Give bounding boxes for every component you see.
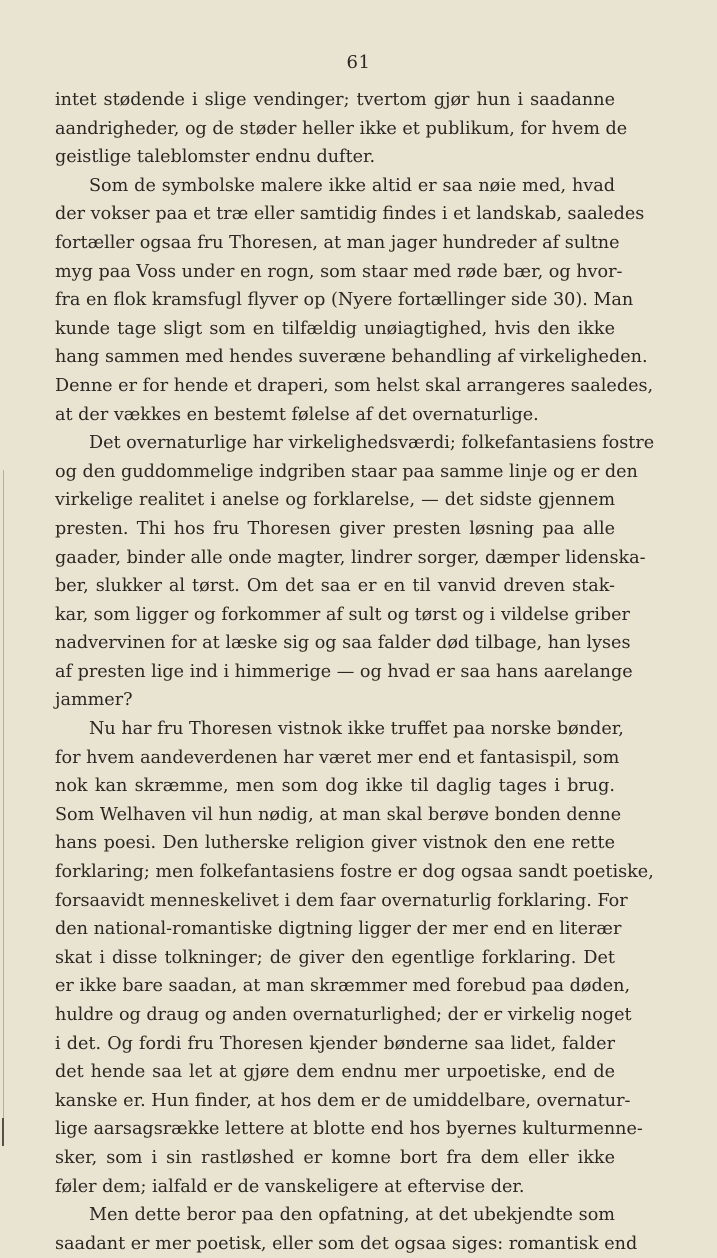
text-line: i det. Og fordi fru Thoresen kjender bønderne saa lidet, falder bbox=[55, 1033, 615, 1054]
text-line: nok kan skræmme, men som dog ikke til daglig tages i brug. bbox=[55, 776, 615, 797]
text-line: saadant er mer poetisk, eller som det ogsaa siges: romantisk end bbox=[55, 1233, 638, 1254]
text-line: intet stødende i slige vendinger; tvertom gjør hun i saadanne bbox=[55, 90, 615, 110]
text-line: gaader, binder alle onde magter, lindrer sorger, dæmper lidenska- bbox=[55, 547, 646, 568]
text-line: det hende saa let at gjøre dem endnu mer urpoetiske, end de bbox=[55, 1062, 615, 1083]
text-line: den national-romantiske digtning ligger der mer end en literær bbox=[55, 919, 622, 940]
text-line: forsaavidt menneskelivet i dem faar overnaturlig forklaring. For bbox=[55, 890, 628, 911]
text-line: hans poesi. Den lutherske religion giver vistnok den ene rette bbox=[55, 833, 615, 854]
text-line: forklaring; men folkefantasiens fostre er dog ogsaa sandt poetiske, bbox=[55, 862, 654, 883]
text-line: geistlige taleblomster endnu dufter. bbox=[55, 147, 376, 168]
text-line: at der vækkes en bestemt følelse af det overnaturlige. bbox=[55, 404, 539, 425]
text-line: sker, som i sin rastløshed er komne bort fra dem eller ikke bbox=[55, 1147, 615, 1168]
text-line: myg paa Voss under en rogn, som staar med røde bær, og hvor- bbox=[55, 261, 623, 282]
text-line: Som de symbolske malere ikke altid er saa nøie med, hvad bbox=[89, 175, 615, 196]
text-line: ber, slukker al tørst. Om det saa er en til vanvid dreven stak- bbox=[55, 576, 615, 597]
text-line: hang sammen med hendes suveræne behandling af virkeligheden. bbox=[55, 347, 648, 368]
text-line: er ikke bare saadan, at man skræmmer med forebud paa døden, bbox=[55, 976, 631, 997]
text-line: fra en flok kramsfugl flyver op (Nyere fortællinger side 30). Man bbox=[55, 290, 634, 311]
page-number: 61 bbox=[346, 52, 371, 73]
text-line: kanske er. Hun finder, at hos dem er de umiddelbare, overnatur- bbox=[55, 1090, 631, 1111]
text-line: huldre og draug og anden overnaturlighed; der er virkelig noget bbox=[55, 1005, 632, 1025]
text-line: skat i disse tolkninger; de giver den egentlige forklaring. Det bbox=[55, 947, 615, 968]
text-line: virkelige realitet i anelse og forklarelse, — det sidste gjennem bbox=[55, 490, 615, 511]
left-margin-rule bbox=[3, 470, 4, 1140]
text-line: kunde tage sligt som en tilfældig unøiagtighed, hvis den ikke bbox=[55, 318, 615, 339]
text-line: af presten lige ind i himmerige — og hvad er saa hans aarelange bbox=[55, 661, 633, 682]
text-block bbox=[55, 86, 655, 1258]
text-line: nadvervinen for at læske sig og saa falder død tilbage, han lyses bbox=[55, 633, 631, 654]
text-line: kar, som ligger og forkommer af sult og tørst og i vildelse griber bbox=[55, 604, 630, 625]
text-line: for hvem aandeverdenen har været mer end et fantasispil, som bbox=[55, 747, 620, 768]
text-line: aandrigheder, og de støder heller ikke et publikum, for hvem de bbox=[55, 118, 628, 139]
bottom-edge-mark bbox=[2, 1118, 4, 1146]
text-line: lige aarsagsrække lettere at blotte end hos byernes kulturmenne- bbox=[55, 1119, 643, 1140]
text-line: Som Welhaven vil hun nødig, at man skal berøve bonden denne bbox=[55, 804, 622, 825]
text-line: presten. Thi hos fru Thoresen giver presten løsning paa alle bbox=[55, 518, 615, 539]
text-line: Denne er for hende et draperi, som helst skal arrangeres saaledes, bbox=[55, 375, 654, 396]
text-line: fortæller ogsaa fru Thoresen, at man jager hundreder af sultne bbox=[55, 232, 620, 253]
text-line: jammer? bbox=[55, 690, 133, 711]
text-line: der vokser paa et træ eller samtidig findes i et landskab, saaledes bbox=[55, 204, 645, 225]
text-line: og den guddommelige indgriben staar paa samme linje og er den bbox=[55, 461, 638, 482]
text-line: føler dem; ialfald er de vanskeligere at eftervise der. bbox=[55, 1176, 525, 1197]
text-line: Nu har fru Thoresen vistnok ikke truffet paa norske bønder, bbox=[89, 719, 624, 740]
text-line: Det overnaturlige har virkelighedsværdi; folkefantasiens fostre bbox=[89, 433, 655, 454]
text-line: Men dette beror paa den opfatning, at det ubekjendte som bbox=[89, 1205, 615, 1226]
